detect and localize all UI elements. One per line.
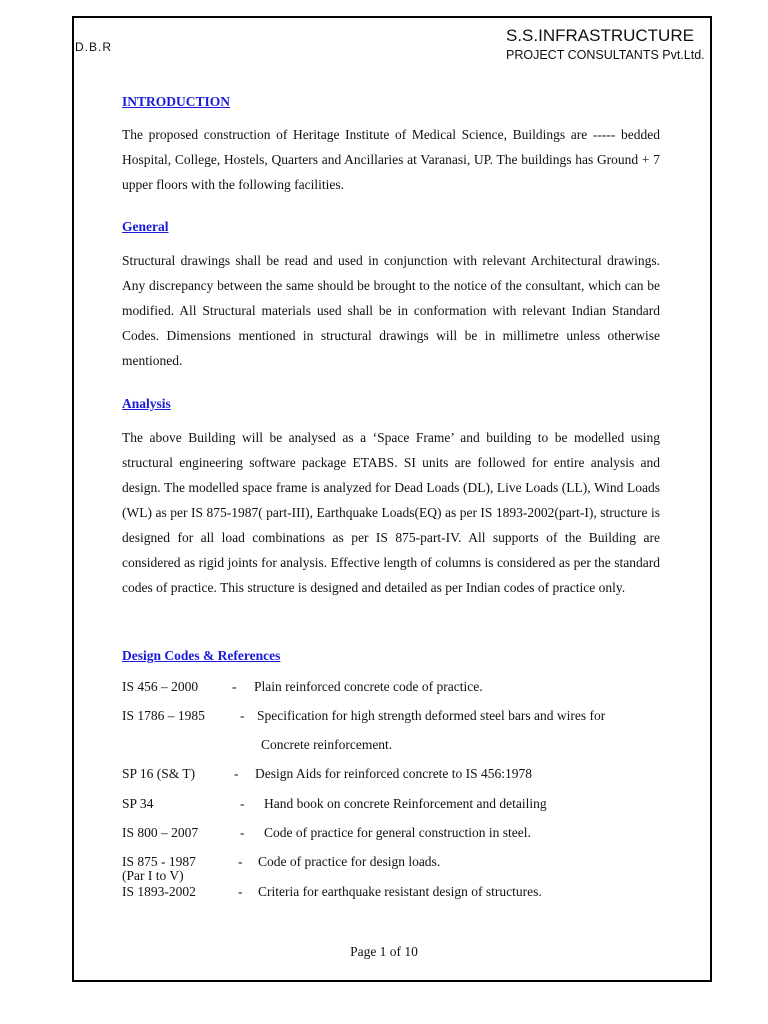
reference-dash: - xyxy=(240,796,245,811)
reference-description: Specification for high strength deformed steel bars and wires for xyxy=(257,708,606,723)
reference-dash: - xyxy=(240,708,245,723)
reference-description: Code of practice for general construction in steel. xyxy=(264,825,531,840)
reference-dash: - xyxy=(232,679,237,694)
reference-description-continued: Concrete reinforcement. xyxy=(261,737,393,752)
reference-description: Criteria for earthquake resistant design of structures. xyxy=(258,884,542,899)
reference-description: Plain reinforced concrete code of practice. xyxy=(254,679,483,694)
reference-code-continued: (Par I to V) xyxy=(122,868,184,883)
reference-code: SP 16 (S& T) xyxy=(122,766,196,781)
page-number: Page 1 of 10 xyxy=(350,944,418,959)
heading-analysis: Analysis xyxy=(122,396,171,411)
reference-description: Design Aids for reinforced concrete to IS 456:1978 xyxy=(255,766,533,781)
heading-introduction: INTRODUCTION xyxy=(122,94,231,109)
reference-description: Hand book on concrete Reinforcement and detailing xyxy=(264,796,547,811)
paragraph-introduction: The proposed construction of Heritage Institute of Medical Science, Buildings are ----- bedded Hospital, College, Hostels, Quarters and Ancillaries at Varanasi, UP. The buildings has Ground + 7 upper floors with the following facilities. xyxy=(122,127,660,192)
reference-code: IS 1786 – 1985 xyxy=(122,708,205,723)
company-name: S.S.INFRASTRUCTURE xyxy=(506,26,694,45)
paragraph-analysis: The above Building will be analysed as a ‘Space Frame’ and building to be modelled using structural engineering software package ETABS. SI units are followed for entire analysis and design. The modelled space frame is analyzed for Dead Loads (DL), Live Loads (LL), Wind Loads (WL) as per IS 875-1987( part-III), Earthquake Loads(EQ) as per IS 1893-2002(part-I), structure is designed for all load combinations as per IS 875-part-IV. All supports of the Building are considered as rigid joints for analysis. Effective length of columns is considered as per the standard codes of practice. This structure is designed and detailed as per Indian codes of practice only. xyxy=(122,430,660,595)
reference-dash: - xyxy=(240,825,245,840)
reference-code: IS 875 - 1987 xyxy=(122,854,196,869)
reference-code: IS 456 – 2000 xyxy=(122,679,199,694)
heading-design-codes: Design Codes & References xyxy=(122,648,281,663)
reference-code: IS 1893-2002 xyxy=(122,884,196,899)
document-type-label: D.B.R xyxy=(75,40,113,54)
reference-dash: - xyxy=(234,766,239,781)
heading-general: General xyxy=(122,219,169,234)
company-subtitle: PROJECT CONSULTANTS Pvt.Ltd. xyxy=(506,48,705,62)
paragraph-general: Structural drawings shall be read and used in conjunction with relevant Architectural drawings. Any discrepancy between the same should be brought to the notice of the consultant, which can be modified. All Structural materials used shall be in conformation with relevant Indian Standard Codes. Dimensions mentioned in structural drawings will be in millimetre unless otherwise mentioned. xyxy=(122,253,660,368)
reference-description: Code of practice for design loads. xyxy=(258,854,441,869)
reference-dash: - xyxy=(238,854,243,869)
reference-code: SP 34 xyxy=(122,796,154,811)
reference-code: IS 800 – 2007 xyxy=(122,825,199,840)
reference-dash: - xyxy=(238,884,243,899)
